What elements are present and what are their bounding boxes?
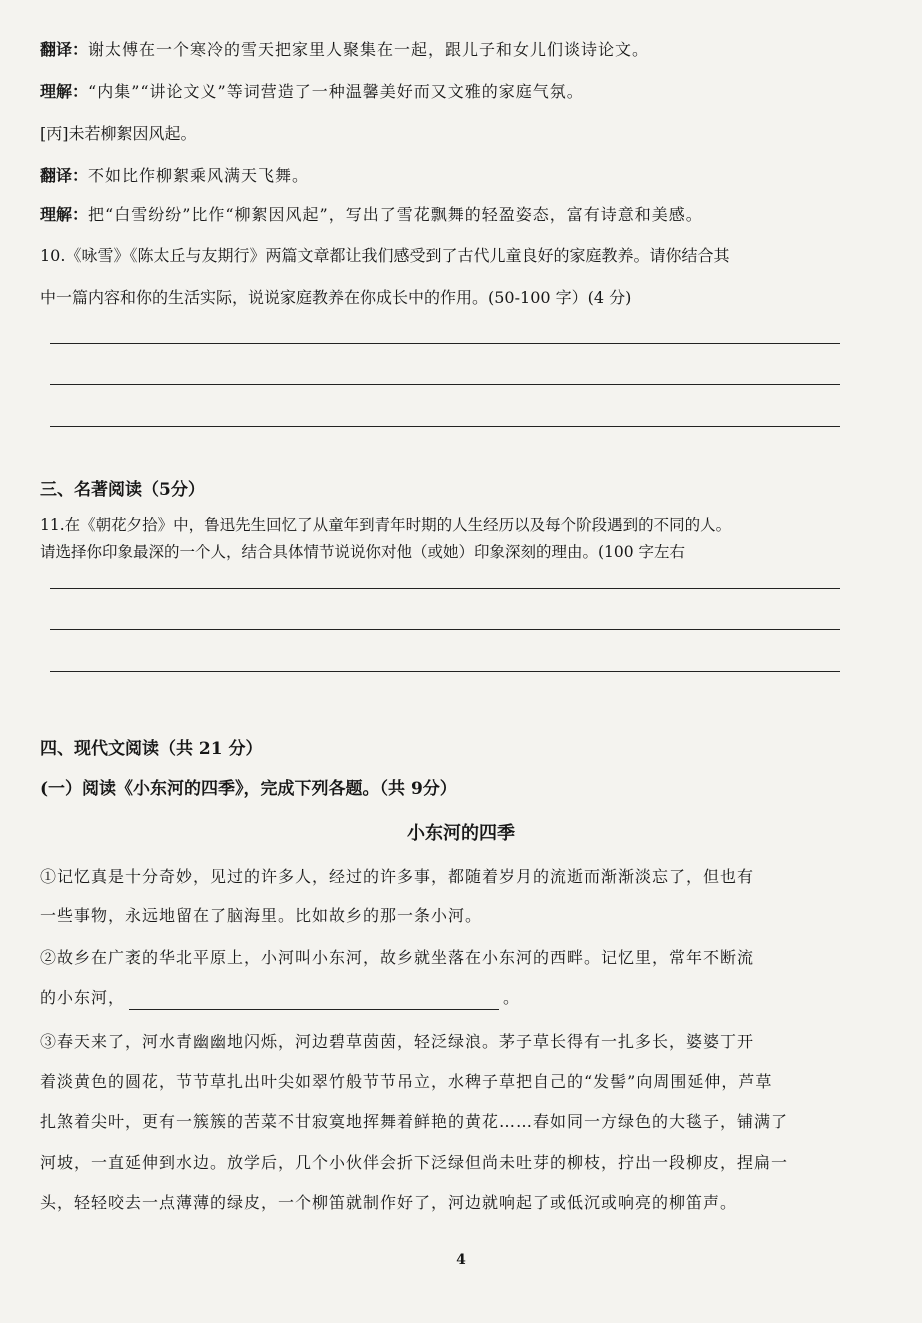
answer-line[interactable] <box>50 426 840 427</box>
understanding-line-2: 理解：把“白雪纷纷”比作“柳絮因风起”，写出了雪花飘舞的轻盈姿态，富有诗意和美感。 <box>40 205 703 224</box>
question-11-line-2: 请选择你印象最深的一个人，结合具体情节说说你对他（或她）印象深刻的理由。(100 字左右 <box>40 543 686 561</box>
paragraph-3-line-3: 扎煞着尖叶，更有一簇簇的苦菜不甘寂寞地挥舞着鲜艳的黄花……春如同一方绿色的大毯子，铺满了 <box>40 1112 789 1131</box>
paragraph-3-line-5: 头，轻轻咬去一点薄薄的绿皮，一个柳笛就制作好了，河边就响起了或低沉或响亮的柳笛声。 <box>40 1193 738 1212</box>
answer-line[interactable] <box>50 343 840 344</box>
section-4-heading: 四、现代文阅读（共 21 分） <box>40 739 263 759</box>
paragraph-2-line-1: ②故乡在广袤的华北平原上，小河叫小东河，故乡就坐落在小东河的西畔。记忆里，常年不断流 <box>40 948 755 967</box>
fill-in-blank[interactable] <box>129 993 499 1010</box>
paragraph-3-line-1: ③春天来了，河水青幽幽地闪烁，河边碧草茵茵，轻泛绿浪。茅子草长得有一扎多长，婆婆丁开 <box>40 1032 755 1051</box>
section-3-heading: 三、名著阅读（5分） <box>40 480 205 500</box>
paragraph-1-line-2: 一些事物，永远地留在了脑海里。比如故乡的那一条小河。 <box>40 906 483 925</box>
paragraph-3-line-4: 河坡，一直延伸到水边。放学后，几个小伙伴会折下泛绿但尚未吐芽的柳枝，拧出一段柳皮，捏扁一 <box>40 1153 789 1172</box>
translation-line-1: 翻译：谢太傅在一个寒冷的雪天把家里人聚集在一起，跟儿子和女儿们谈诗论文。 <box>40 40 650 59</box>
article-title: 小东河的四季 <box>407 823 515 844</box>
reading-1-heading: (一）阅读《小东河的四季》，完成下列各题。（共 9分） <box>40 779 457 799</box>
paragraph-1-line-1: ①记忆真是十分奇妙，见过的许多人，经过的许多事，都随着岁月的流逝而渐渐淡忘了，但也有 <box>40 867 755 886</box>
paragraph-2-line-2: 的小东河， 。 <box>40 986 862 1010</box>
answer-line[interactable] <box>50 384 840 385</box>
paragraph-3-line-2: 着淡黄色的圆花，节节草扎出叶尖如翠竹般节节吊立，水稗子草把自己的“发髻”向周围延伸，芦草 <box>40 1072 773 1091</box>
page-number: 4 <box>456 1252 466 1268</box>
answer-line[interactable] <box>50 671 840 672</box>
answer-line[interactable] <box>50 588 840 589</box>
answer-line[interactable] <box>50 629 840 630</box>
question-10-line-1: 10.《咏雪》《陈太丘与友期行》两篇文章都让我们感受到了古代儿童良好的家庭教养。请你结合其 <box>40 246 730 265</box>
question-11-line-1: 11.在《朝花夕拾》中，鲁迅先生回忆了从童年到青年时期的人生经历以及每个阶段遇到的不同的人。 <box>40 516 732 534</box>
question-10-line-2: 中一篇内容和你的生活实际，说说家庭教养在你成长中的作用。(50-100 字）(4 分) <box>40 288 632 307</box>
understanding-line-1: 理解：“内集”“讲论文义”等词营造了一种温馨美好而又文雅的家庭气氛。 <box>40 82 584 101</box>
quote-bing: [丙]未若柳絮因风起。 <box>40 124 197 143</box>
translation-line-2: 翻译：不如比作柳絮乘风满天飞舞。 <box>40 166 310 185</box>
